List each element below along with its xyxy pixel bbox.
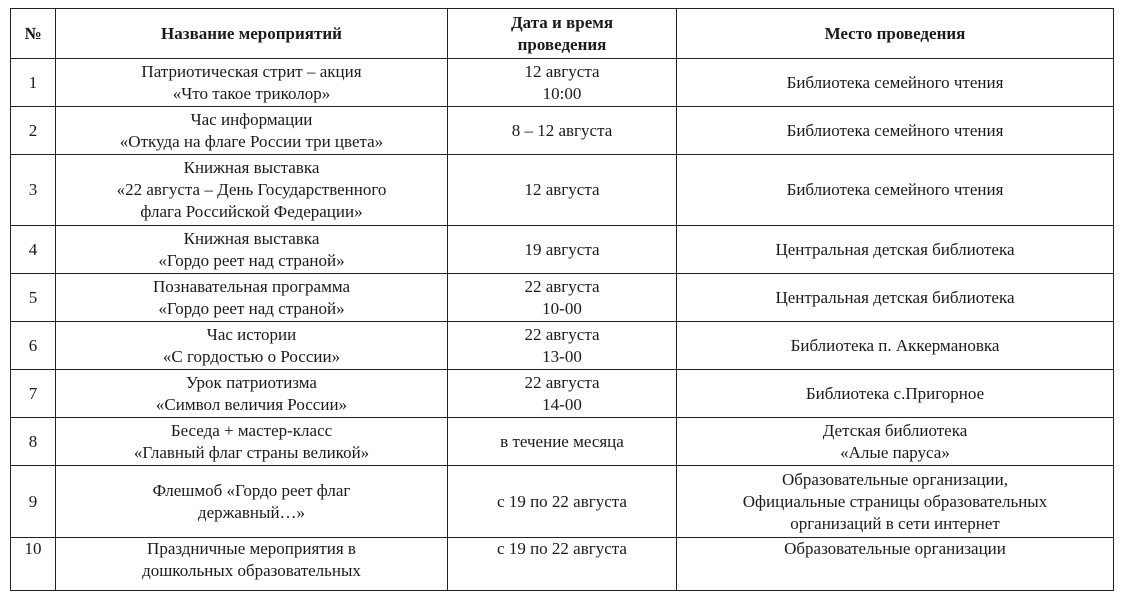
event-place: Детская библиотека «Алые паруса» (677, 418, 1114, 466)
row-number: 2 (11, 107, 56, 155)
event-name: Беседа + мастер-класс «Главный флаг страны великой» (56, 418, 448, 466)
table-row (11, 107, 1114, 155)
event-name: Час истории «С гордостью о России» (56, 322, 448, 370)
event-place: Образовательные организации, Официальные страницы образовательных организаций в сети интернет (677, 466, 1114, 538)
table-row (11, 59, 1114, 107)
event-place: Библиотека с.Пригорное (677, 370, 1114, 418)
event-name: Познавательная программа «Гордо реет над страной» (56, 274, 448, 322)
table-row (11, 322, 1114, 370)
event-date: 22 августа 10-00 (448, 274, 677, 322)
table-row (11, 466, 1114, 538)
event-date: с 19 по 22 августа (448, 538, 677, 591)
event-name: Книжная выставка «Гордо реет над страной» (56, 226, 448, 274)
header-num: № (11, 9, 56, 59)
event-place: Центральная детская библиотека (677, 274, 1114, 322)
row-number: 9 (11, 466, 56, 538)
event-name: Книжная выставка «22 августа – День Государственного флага Российской Федерации» (56, 155, 448, 226)
event-place: Образовательные организации (677, 538, 1114, 591)
event-date: в течение месяца (448, 418, 677, 466)
header-date: Дата и время проведения (448, 9, 677, 59)
event-date: 12 августа (448, 155, 677, 226)
event-name: Патриотическая стрит – акция «Что такое триколор» (56, 59, 448, 107)
header-place: Место проведения (677, 9, 1114, 59)
event-place: Библиотека п. Аккермановка (677, 322, 1114, 370)
event-name: Час информации «Откуда на флаге России три цвета» (56, 107, 448, 155)
row-number: 7 (11, 370, 56, 418)
row-number: 4 (11, 226, 56, 274)
row-number: 10 (11, 538, 56, 591)
event-name: Праздничные мероприятия в дошкольных образовательных (56, 538, 448, 591)
table-row (11, 418, 1114, 466)
event-name: Урок патриотизма «Символ величия России» (56, 370, 448, 418)
event-date: 8 – 12 августа (448, 107, 677, 155)
event-place: Библиотека семейного чтения (677, 59, 1114, 107)
document-page (10, 8, 1114, 591)
table-row (11, 370, 1114, 418)
event-date: 22 августа 13-00 (448, 322, 677, 370)
table-row (11, 226, 1114, 274)
row-number: 1 (11, 59, 56, 107)
event-date: 19 августа (448, 226, 677, 274)
row-number: 5 (11, 274, 56, 322)
table-row (11, 274, 1114, 322)
event-place: Библиотека семейного чтения (677, 107, 1114, 155)
event-date: 22 августа 14-00 (448, 370, 677, 418)
event-date: с 19 по 22 августа (448, 466, 677, 538)
table-row (11, 538, 1114, 591)
row-number: 8 (11, 418, 56, 466)
event-name: Флешмоб «Гордо реет флаг державный…» (56, 466, 448, 538)
table-body (11, 59, 1114, 591)
event-place: Библиотека семейного чтения (677, 155, 1114, 226)
event-date: 12 августа 10:00 (448, 59, 677, 107)
event-place: Центральная детская библиотека (677, 226, 1114, 274)
header-name: Название мероприятий (56, 9, 448, 59)
table-header-row (11, 9, 1114, 59)
row-number: 6 (11, 322, 56, 370)
row-number: 3 (11, 155, 56, 226)
events-table (10, 8, 1114, 591)
table-row (11, 155, 1114, 226)
